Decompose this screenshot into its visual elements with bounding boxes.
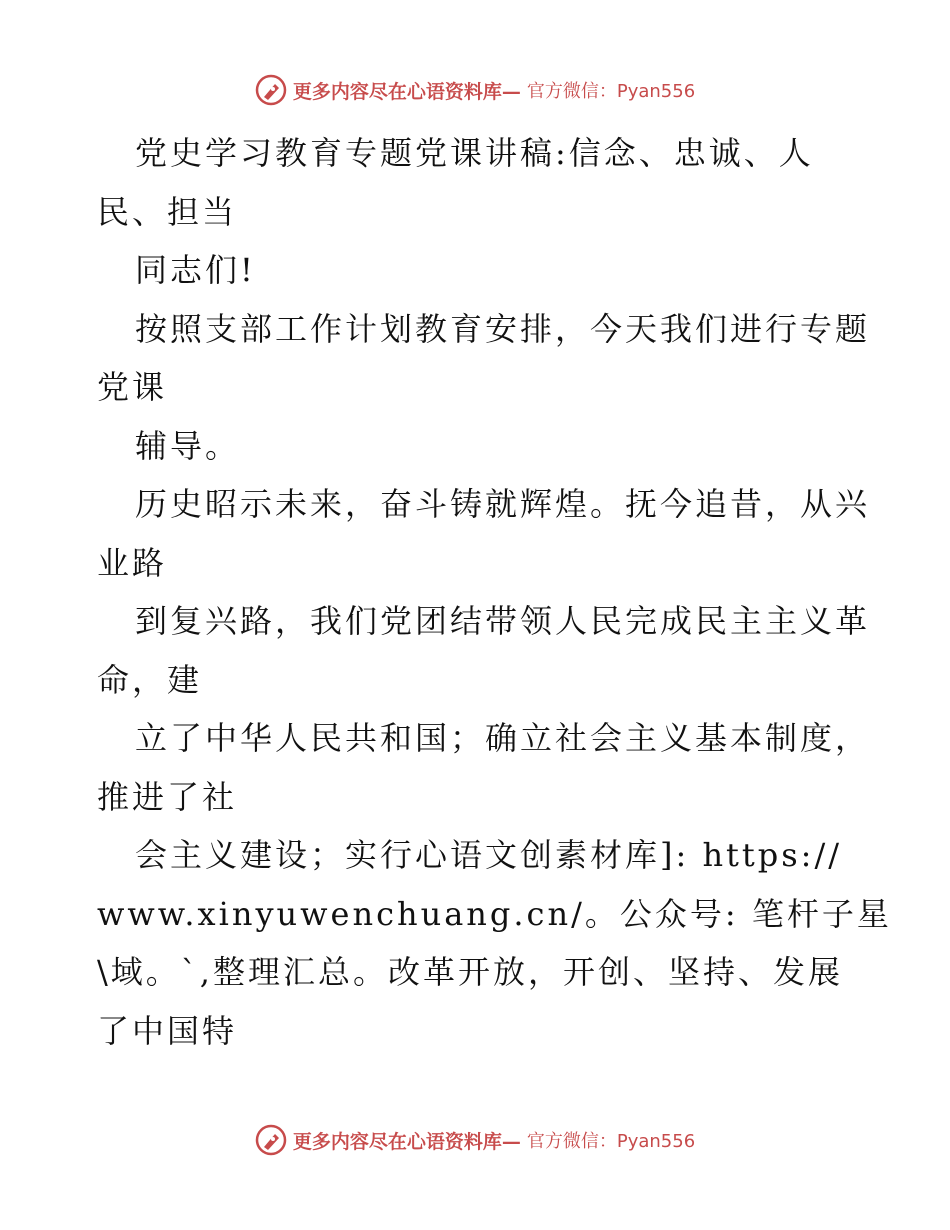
text-line: 辅导。 — [135, 426, 241, 465]
text-line: 历史昭示未来，奋斗铸就辉煌。抚今追昔，从兴 — [135, 485, 871, 523]
text-line: 民、担当 — [97, 192, 238, 231]
pen-nib-logo-icon — [255, 1124, 287, 1156]
pen-nib-logo-icon — [255, 74, 287, 106]
header-banner — [0, 70, 950, 110]
banner-contact: 官方微信：Pyan556 — [526, 81, 696, 102]
text-line: 同志们! — [135, 251, 256, 289]
text-line: 命，建 — [97, 660, 203, 699]
text-line: 按照支部工作计划教育安排，今天我们进行专题 — [135, 309, 871, 348]
text-line: 业路 — [97, 543, 168, 582]
text-line: 会主义建设；实行心语文创素材库]: https:// — [135, 836, 843, 874]
text-line: \域。`,整理汇总。改革开放，开创、坚持、发展 — [97, 953, 843, 991]
text-line: 党史学习教育专题党课讲稿:信念、忠诚、人 — [135, 134, 814, 172]
text-line: 党课 — [97, 368, 168, 406]
text-line: www.xinyuwenchuang.cn/。公众号: 笔杆子星 — [97, 894, 892, 933]
text-line: 到复兴路，我们党团结带领人民完成民主主义革 — [135, 602, 871, 640]
banner-text: 更多内容尽在心语资料库— — [292, 1130, 521, 1153]
document-body — [97, 124, 892, 1060]
footer-banner — [0, 1120, 950, 1160]
text-line: 立了中华人民共和国；确立社会主义基本制度， — [135, 719, 871, 757]
banner-text: 更多内容尽在心语资料库— — [292, 80, 521, 103]
banner-contact: 官方微信：Pyan556 — [526, 1131, 696, 1152]
text-line: 推进了社 — [97, 777, 238, 816]
text-line: 了中国特 — [97, 1011, 238, 1050]
